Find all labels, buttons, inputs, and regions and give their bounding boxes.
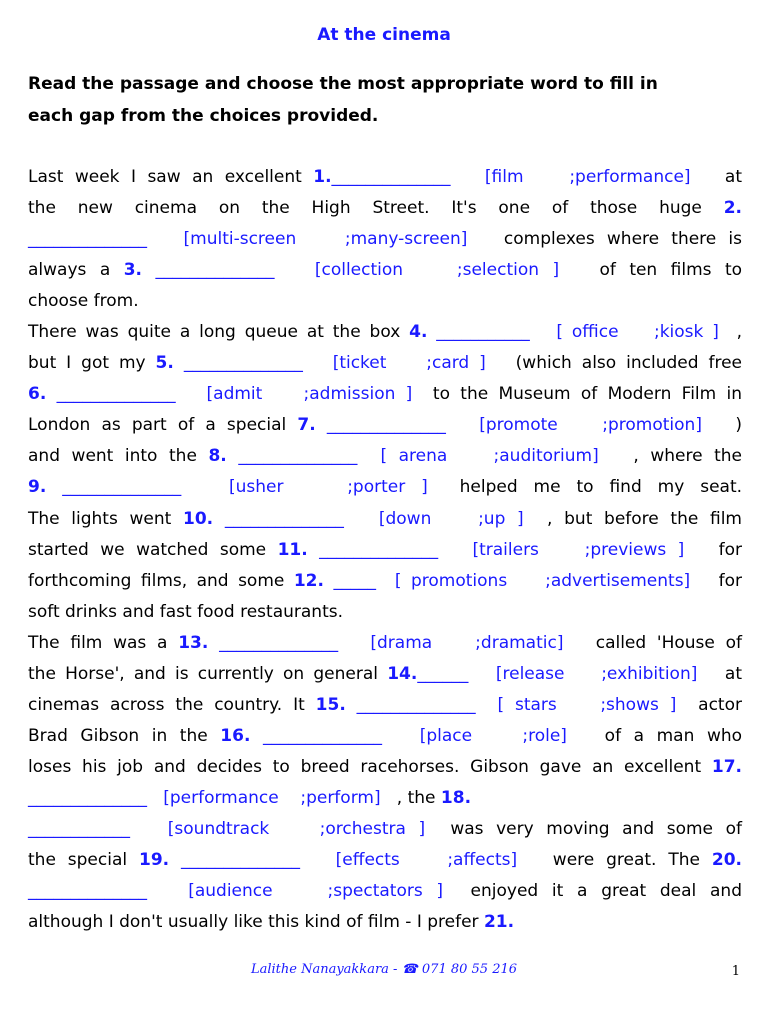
question-number: 19. xyxy=(138,850,170,871)
answer-blank[interactable]: ______________ xyxy=(331,167,451,187)
passage-text: (which also included free xyxy=(485,353,743,374)
passage-text: the new cinema on the High Street. It's one of those huge xyxy=(28,198,724,219)
answer-blank[interactable]: ______________ xyxy=(219,632,339,653)
passage-line xyxy=(28,348,742,379)
passage xyxy=(28,162,742,938)
passage-text: complexes where there is xyxy=(467,229,742,250)
answer-choices: [drama ;dramatic] xyxy=(370,632,564,653)
passage-line xyxy=(28,472,742,503)
answer-blank[interactable]: ______________ xyxy=(62,477,182,498)
passage-text: but I got my xyxy=(28,353,156,374)
answer-blank[interactable]: ______________ xyxy=(56,384,176,405)
question-number: 6. xyxy=(28,384,47,405)
passage-text xyxy=(147,788,163,808)
question-number: 10. xyxy=(183,508,214,529)
question-number: 4. xyxy=(409,322,428,343)
answer-blank[interactable]: ___________ xyxy=(436,322,530,343)
passage-text xyxy=(176,384,207,404)
answer-choices: [ promotions ;advertisements] xyxy=(394,570,691,591)
passage-text xyxy=(303,353,333,373)
question-number: 12. xyxy=(293,570,324,591)
passage-text: The lights went xyxy=(28,508,183,529)
answer-choices: [ arena ;auditorium] xyxy=(380,446,599,467)
passage-line xyxy=(28,162,742,193)
passage-text xyxy=(142,260,155,280)
passage-text xyxy=(438,540,472,560)
answer-blank[interactable]: ______________ xyxy=(183,353,303,374)
instructions: Read the passage and choose the most appropriate word to fill in each gap from the choices provided. xyxy=(28,74,658,126)
passage-text xyxy=(213,509,225,529)
answer-choices: [soundtrack ;orchestra ] xyxy=(167,818,426,839)
question-number: 21. xyxy=(483,912,515,933)
question-number: 17. xyxy=(711,756,742,777)
passage-line xyxy=(28,907,742,938)
passage-text: the special xyxy=(28,850,139,871)
passage-text: of ten films to xyxy=(559,260,743,281)
passage-text: at xyxy=(697,663,742,684)
answer-choices: [ stars ;shows ] xyxy=(497,694,677,715)
passage-text: to the Museum of Modern Film in xyxy=(412,384,743,405)
answer-blank[interactable]: ______________ xyxy=(262,725,382,746)
passage-text: choose from. xyxy=(28,291,139,312)
answer-blank[interactable]: ______________ xyxy=(28,881,147,902)
passage-line xyxy=(28,504,742,535)
passage-text: were great. The xyxy=(517,850,712,871)
question-number: 14. xyxy=(387,663,418,684)
passage-text xyxy=(324,571,333,591)
passage-line xyxy=(28,441,742,472)
passage-line xyxy=(28,193,742,224)
passage-text: for xyxy=(684,539,742,560)
passage-text: There was quite a long queue at the box xyxy=(28,322,410,343)
passage-text xyxy=(427,322,436,342)
passage-text xyxy=(169,850,181,870)
passage-text: ) xyxy=(701,415,742,436)
answer-blank[interactable]: ______________ xyxy=(319,539,439,560)
passage-text xyxy=(227,446,239,466)
passage-text: , the xyxy=(380,787,441,808)
passage-text: called 'House of xyxy=(563,632,743,653)
page-title: At the cinema xyxy=(317,25,451,45)
answer-blank[interactable]: ______________ xyxy=(181,850,300,871)
passage-text: at xyxy=(690,167,742,187)
passage-text xyxy=(446,415,479,435)
passage-text xyxy=(530,322,557,342)
passage-line xyxy=(28,783,742,814)
telephone-icon: ☎ xyxy=(401,962,418,977)
question-number: 1. xyxy=(313,167,332,187)
question-number: 15. xyxy=(315,694,346,715)
passage-text: enjoyed it a great deal and xyxy=(443,881,742,902)
passage-line xyxy=(28,566,742,597)
answer-choices: [collection ;selection ] xyxy=(314,260,560,281)
question-number: 16. xyxy=(220,725,251,746)
passage-text xyxy=(346,695,357,715)
passage-text: always a xyxy=(28,260,124,281)
answer-choices: [audience ;spectators ] xyxy=(188,881,444,902)
passage-text xyxy=(208,633,219,653)
passage-text: , xyxy=(718,322,743,343)
passage-text: The film was a xyxy=(28,632,179,653)
passage-text: , but before the film xyxy=(523,508,742,529)
passage-text xyxy=(468,664,496,684)
passage-text xyxy=(46,477,62,497)
passage-line xyxy=(28,224,742,255)
passage-text: actor xyxy=(676,694,742,715)
answer-blank[interactable]: ______________ xyxy=(28,787,147,808)
passage-line xyxy=(28,597,742,628)
passage-text: the Horse', and is currently on general xyxy=(28,663,388,684)
answer-choices: [multi-screen ;many-screen] xyxy=(183,229,468,250)
answer-choices: [admit ;admission ] xyxy=(206,384,413,405)
answer-choices: [ office ;kiosk ] xyxy=(556,322,719,343)
answer-blank[interactable]: ______________ xyxy=(326,415,446,436)
passage-text xyxy=(300,850,336,870)
passage-text: cinemas across the country. It xyxy=(28,694,316,715)
answer-choices: [performance ;perform] xyxy=(163,787,381,808)
footer-author: Lalithe Nanayakkara - xyxy=(250,962,402,977)
question-number: 11. xyxy=(277,539,308,560)
passage-text: started we watched some xyxy=(28,539,278,560)
answer-choices: [effects ;affects] xyxy=(335,850,518,871)
answer-blank[interactable]: ____________ xyxy=(28,818,130,839)
passage-line xyxy=(28,752,742,783)
passage-text: Brad Gibson in the xyxy=(28,725,221,746)
passage-line xyxy=(28,845,742,876)
question-number: 2. xyxy=(723,198,742,219)
passage-text xyxy=(382,726,420,746)
footer xyxy=(0,962,768,977)
answer-choices: [ticket ;card ] xyxy=(332,353,486,374)
question-number: 3. xyxy=(123,260,143,281)
passage-text: loses his job and decides to breed racehorses. Gibson gave an excellent xyxy=(28,756,712,777)
passage-text xyxy=(147,881,188,901)
passage-text xyxy=(316,415,327,435)
page-number: 1 xyxy=(731,964,740,979)
passage-text: helped me to find my seat. xyxy=(427,477,743,498)
passage-text: for xyxy=(690,570,742,591)
passage-line xyxy=(28,286,742,317)
answer-choices: [down ;up ] xyxy=(378,508,524,529)
answer-choices: [film ;performance] xyxy=(484,167,691,187)
passage-text: was very moving and some of xyxy=(425,818,742,839)
answer-choices: [trailers ;previews ] xyxy=(472,539,685,560)
passage-text xyxy=(357,446,380,466)
passage-line xyxy=(28,876,742,907)
passage-line xyxy=(28,255,742,286)
question-number: 7. xyxy=(297,415,316,436)
passage-text xyxy=(308,540,319,560)
answer-blank[interactable]: ______________ xyxy=(28,229,147,250)
question-number: 13. xyxy=(178,632,209,653)
passage-line xyxy=(28,317,742,348)
passage-text: , where the xyxy=(598,446,742,467)
passage-text xyxy=(147,229,184,249)
passage-text xyxy=(174,353,184,373)
passage-text: London as part of a special xyxy=(28,415,298,436)
passage-line xyxy=(28,721,742,752)
answer-blank[interactable]: ______________ xyxy=(238,446,358,467)
passage-text: Last week I saw an excellent xyxy=(28,167,314,187)
passage-line xyxy=(28,410,742,441)
passage-text: of a man who xyxy=(566,725,743,746)
answer-choices: [promote ;promotion] xyxy=(479,415,702,436)
question-number: 9. xyxy=(28,477,47,498)
question-number: 20. xyxy=(711,850,742,871)
footer-phone: 071 80 55 216 xyxy=(417,962,518,977)
question-number: 5. xyxy=(155,353,174,374)
passage-text xyxy=(274,260,314,280)
question-number: 8. xyxy=(208,446,227,467)
answer-blank[interactable]: _____ xyxy=(333,570,376,591)
passage-text xyxy=(344,509,379,529)
passage-text: although I don't usually like this kind of film - I prefer xyxy=(28,912,484,933)
passage-text xyxy=(46,384,56,404)
passage-text xyxy=(451,167,485,187)
passage-text: forthcoming films, and some xyxy=(28,570,294,591)
passage-line xyxy=(28,628,742,659)
answer-blank[interactable]: ______________ xyxy=(224,508,344,529)
passage-text xyxy=(376,571,395,591)
answer-choices: [release ;exhibition] xyxy=(495,663,698,684)
passage-text xyxy=(338,633,370,653)
passage-line xyxy=(28,659,742,690)
passage-text xyxy=(181,477,229,497)
passage-line xyxy=(28,814,742,845)
question-number: 18. xyxy=(440,787,472,808)
passage-text xyxy=(476,695,498,715)
passage-text xyxy=(250,726,263,746)
passage-text: soft drinks and fast food restaurants. xyxy=(28,601,343,622)
passage-line xyxy=(28,690,742,721)
passage-line xyxy=(28,535,742,566)
answer-choices: [usher ;porter ] xyxy=(229,477,428,498)
answer-blank[interactable]: ______________ xyxy=(155,260,275,281)
passage-text xyxy=(130,819,168,839)
answer-blank[interactable]: ______________ xyxy=(356,694,476,715)
answer-blank[interactable]: ______ xyxy=(417,663,469,684)
passage-line xyxy=(28,379,742,410)
answer-choices: [place ;role] xyxy=(419,725,567,746)
passage-text: and went into the xyxy=(28,446,209,467)
